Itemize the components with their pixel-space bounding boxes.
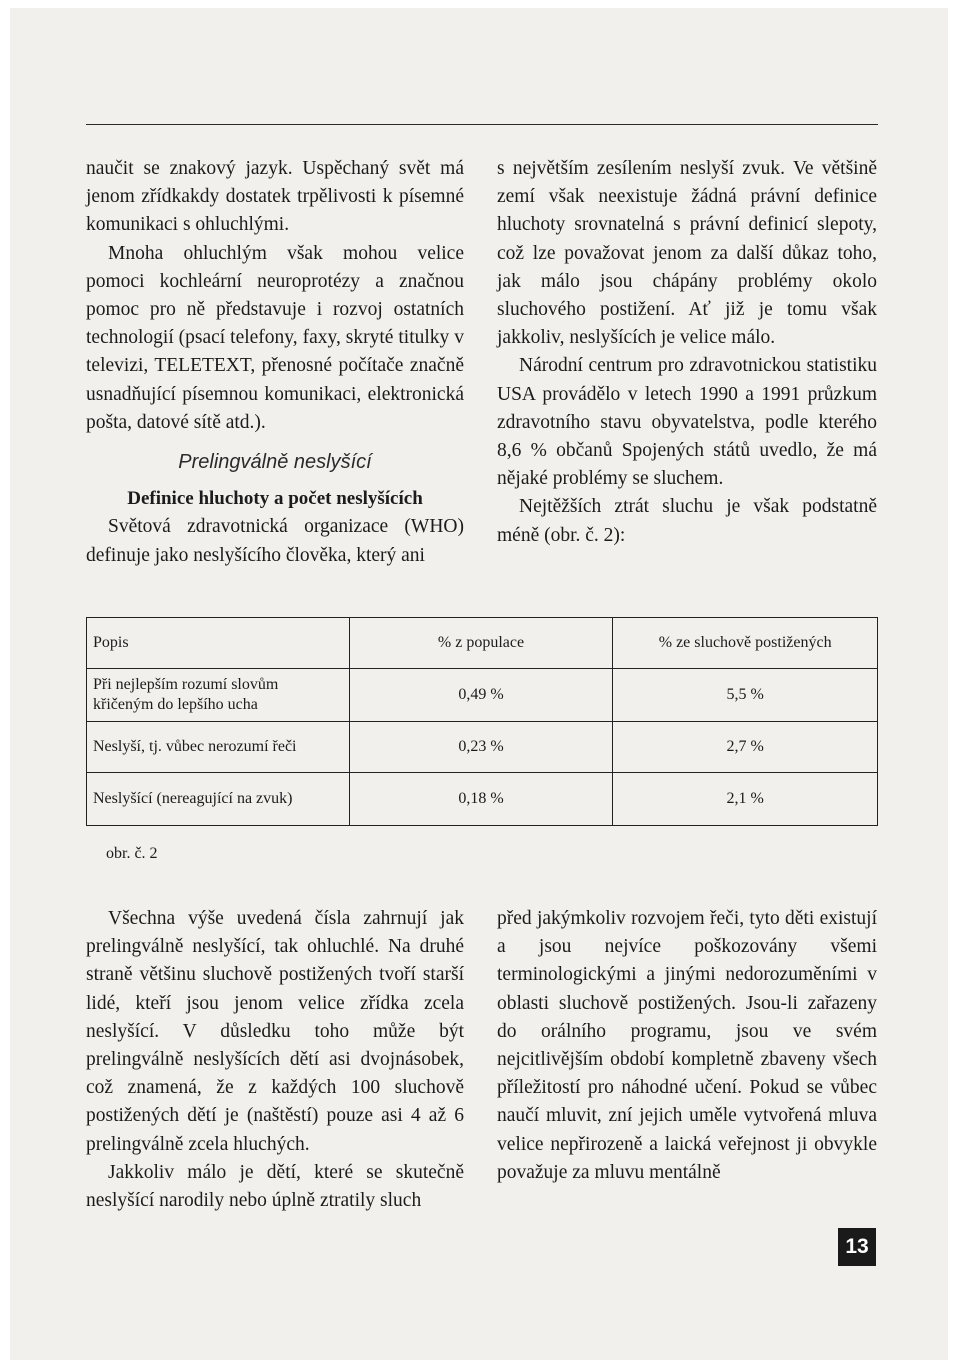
right-column-top [497,155,877,550]
left-bottom-paragraph-2: Jakkoliv málo je dětí, které se skutečně neslyšící narodily nebo úplně ztratily sluch [86,1161,464,1212]
table-cell: Při nejlepším rozumí slovům křičeným do lepšího ucha [87,669,350,722]
table-cell: 5,5 % [613,669,878,722]
right-top-paragraph-3: Nejtěžších ztrát sluchu je však podstatně méně (obr. č. 2): [497,496,877,546]
table-row [87,773,878,826]
left-bottom-paragraph-1: Všechna výše uvedená čísla zahrnují jak prelingválně neslyšící, tak ohluchlé. Na druhé straně většinu sluchově postižených tvoří starší lidé, kteří jsou jenom velice zřídka zcela neslyšící. V důsledku toho může být prelingválně neslyšících dětí asi dvojnásobek, což znamená, že z každých 100 sluchově postižených dětí je (naštěstí) pouze asi 4 až 6 prelingválně zcela hluchých. [86,908,464,1155]
table-caption: obr. č. 2 [106,845,158,862]
table-header-cell: Popis [87,618,350,669]
table-cell: 2,7 % [613,722,878,773]
left-column-top [86,155,464,570]
header-rule [86,124,878,125]
table-row [87,722,878,773]
table-cell: 2,1 % [613,773,878,826]
right-top-paragraph-1: s největším zesílením neslyší zvuk. Ve většině zemí však neexistuje žádná právní definice hluchoty srovnatelná s právní definicí slepoty, což lze považovat jenom za další důkaz toho, jak málo jsou chápány problémy okolo sluchového postižení. Ať již je tomu však jakkoliv, neslyšících je velice málo. [497,158,877,349]
right-column-bottom [497,905,877,1187]
right-top-paragraph-2: Národní centrum pro zdravotnickou statistiku USA provádělo v letech 1990 a 1991 průzkum zdravotního stavu obyvatelstva, podle kterého 8,6 % občanů Spojených států uvedlo, že má nějaké problémy se sluchem. [497,355,877,490]
table-cell: 0,23 % [349,722,613,773]
section-heading: Prelingválně neslyšící [178,451,372,474]
table-cell: Neslyšící (nereagující na zvuk) [87,773,350,826]
left-top-paragraph-3: Světová zdravotnická organizace (WHO) definuje jako neslyšícího člověka, který ani [86,516,464,566]
page-number: 13 [838,1228,876,1266]
table-cell: Neslyší, tj. vůbec nerozumí řeči [87,722,350,773]
table-header-cell: % z populace [349,618,613,669]
left-column-bottom [86,905,464,1215]
subheading: Definice hluchoty a počet neslyšících [127,488,423,510]
table-header-cell: % ze sluchově postižených [613,618,878,669]
left-top-paragraph-1: naučit se znakový jazyk. Uspěchaný svět má jenom zřídkakdy dostatek trpělivosti k písemné komunikaci s ohluchlými. [86,158,464,236]
table-cell: 0,18 % [349,773,613,826]
left-top-paragraph-2: Mnoha ohluchlým však mohou velice pomoci kochleární neuroprotézy a značnou pomoc pro ně představuje i rozvoj ostatních technologií (psací telefony, faxy, skryté titulky v televizi, TELETEXT, přenosné počítače značně usnadňující písemnou komunikaci, elektronická pošta, datové sítě atd.). [86,242,464,433]
table-header-row [87,618,878,669]
table-row [87,669,878,722]
hearing-loss-table [86,617,878,826]
table-cell: 0,49 % [349,669,613,722]
right-bottom-paragraph-1: před jakýmkoliv rozvojem řeči, tyto děti existují a jsou nejvíce poškozovány všemi terminologickými a jinými nedorozuměními v oblasti sluchově postižených. Jsou-li zařazeny do orálního programu, jsou ve svém nejcitlivějším období kompletně zbaveny všech příležitostí pro náhodné učení. Pokud se vůbec naučí mluvit, zní jejich uměle vytvořená mluva velice nepřirozeně a laická veřejnost ji obvykle považuje za mluvu mentálně [497,908,877,1183]
